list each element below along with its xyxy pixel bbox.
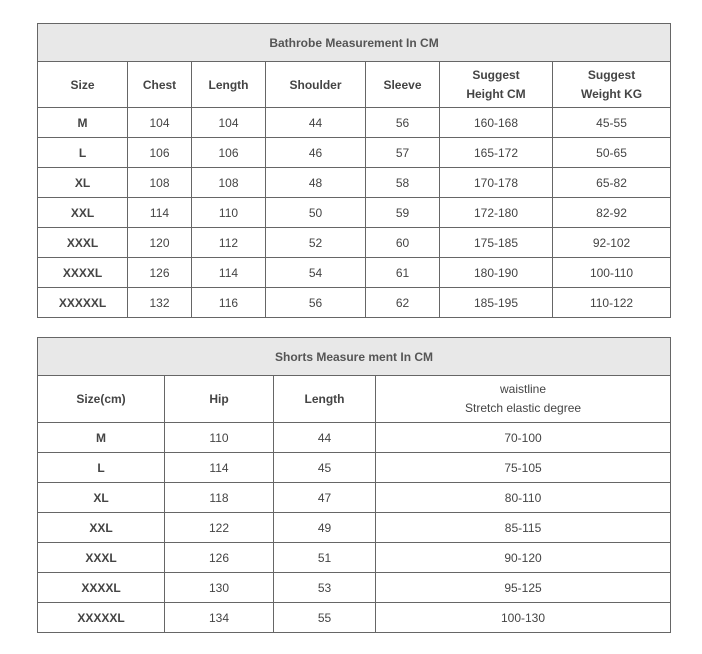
value-cell: 55 xyxy=(274,603,376,633)
value-cell: 126 xyxy=(165,543,274,573)
value-cell: 59 xyxy=(366,198,440,228)
column-header-hip: Hip xyxy=(165,376,274,423)
value-cell: 106 xyxy=(192,138,266,168)
value-cell: 160-168 xyxy=(440,108,553,138)
value-cell: 100-110 xyxy=(553,258,671,288)
size-cell: XXXL xyxy=(38,543,165,573)
size-cell: XXXL xyxy=(38,228,128,258)
value-cell: 180-190 xyxy=(440,258,553,288)
header-line: Height CM xyxy=(466,86,526,101)
header-line: Stretch elastic degree xyxy=(464,401,582,415)
value-cell: 110 xyxy=(165,423,274,453)
value-cell: 108 xyxy=(128,168,192,198)
value-cell: 100-130 xyxy=(376,603,671,633)
table-row xyxy=(38,138,671,168)
header-line: Weight KG xyxy=(580,86,643,101)
size-cell: M xyxy=(38,423,165,453)
value-cell: 53 xyxy=(274,573,376,603)
value-cell: 172-180 xyxy=(440,198,553,228)
value-cell: 60 xyxy=(366,228,440,258)
value-cell: 49 xyxy=(274,513,376,543)
column-header-chest: Chest xyxy=(128,62,192,108)
bathrobe-size-table xyxy=(37,23,671,318)
value-cell: 118 xyxy=(165,483,274,513)
column-header-size-cm: Size(cm) xyxy=(38,376,165,423)
value-cell: 54 xyxy=(266,258,366,288)
value-cell: 50 xyxy=(266,198,366,228)
size-cell: XL xyxy=(38,168,128,198)
value-cell: 175-185 xyxy=(440,228,553,258)
value-cell: 50-65 xyxy=(553,138,671,168)
value-cell: 82-92 xyxy=(553,198,671,228)
table-row xyxy=(38,483,671,513)
value-cell: 165-172 xyxy=(440,138,553,168)
shorts-table-title: Shorts Measure ment In CM xyxy=(38,338,671,376)
header-line: waistline xyxy=(500,382,547,396)
size-cell: XXXXXL xyxy=(38,288,128,318)
value-cell: 130 xyxy=(165,573,274,603)
table-row xyxy=(38,573,671,603)
column-header-suggest-weight xyxy=(553,62,671,108)
value-cell: 61 xyxy=(366,258,440,288)
value-cell: 70-100 xyxy=(376,423,671,453)
header-line: Suggest xyxy=(472,67,520,82)
size-cell: XXXXL xyxy=(38,573,165,603)
value-cell: 104 xyxy=(128,108,192,138)
value-cell: 170-178 xyxy=(440,168,553,198)
column-header-length: Length xyxy=(192,62,266,108)
table-row xyxy=(38,453,671,483)
size-cell: XXXXL xyxy=(38,258,128,288)
value-cell: 185-195 xyxy=(440,288,553,318)
table-row xyxy=(38,108,671,138)
value-cell: 134 xyxy=(165,603,274,633)
value-cell: 57 xyxy=(366,138,440,168)
table-row xyxy=(38,513,671,543)
size-cell: L xyxy=(38,138,128,168)
shorts-size-table xyxy=(37,337,671,633)
value-cell: 46 xyxy=(266,138,366,168)
value-cell: 120 xyxy=(128,228,192,258)
value-cell: 52 xyxy=(266,228,366,258)
value-cell: 116 xyxy=(192,288,266,318)
value-cell: 114 xyxy=(192,258,266,288)
value-cell: 110-122 xyxy=(553,288,671,318)
table-row xyxy=(38,228,671,258)
value-cell: 45-55 xyxy=(553,108,671,138)
size-cell: XL xyxy=(38,483,165,513)
size-cell: XXXXXL xyxy=(38,603,165,633)
value-cell: 106 xyxy=(128,138,192,168)
value-cell: 47 xyxy=(274,483,376,513)
size-cell: M xyxy=(38,108,128,138)
table-row xyxy=(38,198,671,228)
bathrobe-table-body xyxy=(38,108,671,318)
table-row xyxy=(38,168,671,198)
table-row xyxy=(38,603,671,633)
header-line: Suggest xyxy=(587,67,636,82)
size-cell: L xyxy=(38,453,165,483)
value-cell: 92-102 xyxy=(553,228,671,258)
value-cell: 110 xyxy=(192,198,266,228)
value-cell: 132 xyxy=(128,288,192,318)
value-cell: 95-125 xyxy=(376,573,671,603)
value-cell: 48 xyxy=(266,168,366,198)
value-cell: 114 xyxy=(165,453,274,483)
value-cell: 44 xyxy=(274,423,376,453)
bathrobe-table-title: Bathrobe Measurement In CM xyxy=(38,24,671,62)
shorts-table-body xyxy=(38,423,671,633)
value-cell: 90-120 xyxy=(376,543,671,573)
value-cell: 56 xyxy=(266,288,366,318)
column-header-shoulder: Shoulder xyxy=(266,62,366,108)
value-cell: 75-105 xyxy=(376,453,671,483)
value-cell: 122 xyxy=(165,513,274,543)
size-cell: XXL xyxy=(38,513,165,543)
value-cell: 56 xyxy=(366,108,440,138)
value-cell: 65-82 xyxy=(553,168,671,198)
value-cell: 114 xyxy=(128,198,192,228)
value-cell: 104 xyxy=(192,108,266,138)
value-cell: 80-110 xyxy=(376,483,671,513)
value-cell: 51 xyxy=(274,543,376,573)
table-row xyxy=(38,288,671,318)
value-cell: 85-115 xyxy=(376,513,671,543)
value-cell: 62 xyxy=(366,288,440,318)
column-header-length: Length xyxy=(274,376,376,423)
column-header-suggest-height xyxy=(440,62,553,108)
value-cell: 108 xyxy=(192,168,266,198)
column-header-size: Size xyxy=(38,62,128,108)
table-row xyxy=(38,543,671,573)
value-cell: 58 xyxy=(366,168,440,198)
value-cell: 45 xyxy=(274,453,376,483)
size-cell: XXL xyxy=(38,198,128,228)
column-header-sleeve: Sleeve xyxy=(366,62,440,108)
value-cell: 126 xyxy=(128,258,192,288)
table-row xyxy=(38,258,671,288)
column-header-waistline xyxy=(376,376,671,423)
value-cell: 112 xyxy=(192,228,266,258)
table-row xyxy=(38,423,671,453)
value-cell: 44 xyxy=(266,108,366,138)
